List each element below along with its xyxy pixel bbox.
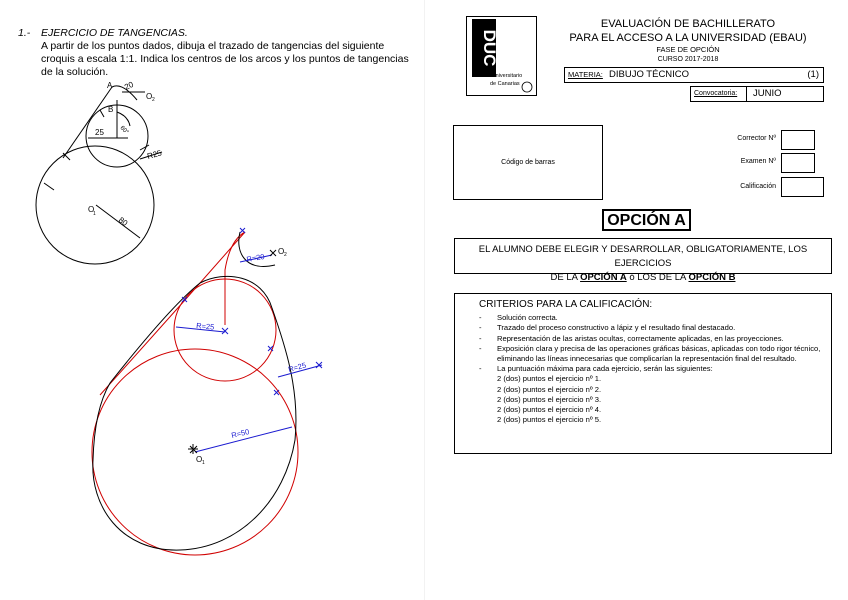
logo-mark bbox=[467, 17, 536, 95]
points-item: 2 (dos) puntos el ejercicio nº 1. bbox=[497, 374, 602, 384]
solution-center-o2 bbox=[270, 250, 276, 256]
corrector-label: Corrector Nº bbox=[737, 135, 776, 142]
criteria-item: - Solución correcta. bbox=[479, 313, 823, 323]
exercise-text: A partir de los puntos dados, dibuja el trazado de tangencias del siguiente croquis a escala 1:1. Indica los centros de los arcos y los puntos de tangencias de la solución. bbox=[41, 40, 409, 78]
notice-part-2: DE LA bbox=[550, 272, 578, 283]
duc-logo bbox=[466, 16, 537, 96]
notice-option-b: OPCIÓN B bbox=[688, 272, 736, 283]
criteria-list bbox=[479, 313, 823, 374]
notice-option-a: OPCIÓN A bbox=[580, 272, 627, 283]
label-r25b: R=25 bbox=[287, 360, 308, 374]
criteria-box bbox=[454, 293, 832, 454]
label-r20: R=20 bbox=[245, 251, 266, 264]
criteria-title: CRITERIOS PARA LA CALIFICACIÓN: bbox=[479, 299, 653, 310]
solution-final-contour bbox=[93, 276, 296, 550]
label-r25a: R=25 bbox=[195, 321, 215, 332]
sketch-dim-25-label: 25 bbox=[95, 128, 104, 137]
calificacion-label: Calificación bbox=[740, 183, 776, 190]
points-item: 2 (dos) puntos el ejercicio nº 5. bbox=[497, 415, 602, 425]
sketch-circle-o1 bbox=[36, 146, 154, 264]
calificacion-field[interactable] bbox=[781, 177, 824, 197]
barcode-box bbox=[453, 125, 603, 200]
header-curso: CURSO 2017-2018 bbox=[657, 56, 719, 63]
materia-number: (1) bbox=[807, 69, 819, 80]
solution-label-o1-sub: 1 bbox=[202, 460, 205, 466]
center-mark-5 bbox=[274, 390, 279, 395]
sketch-label-o2: O bbox=[146, 92, 153, 101]
notice-part-3: ó LOS DE LA bbox=[629, 272, 686, 283]
corrector-field[interactable] bbox=[781, 130, 815, 150]
criteria-item: - Representación de las aristas ocultas, correctamente aplicadas, en las proyecciones. bbox=[479, 334, 823, 344]
notice-line-1: EL ALUMNO DEBE ELEGIR Y DESARROLLAR, OBLIGATORIAMENTE, LOS EJERCICIOS bbox=[478, 244, 808, 269]
header-title bbox=[548, 17, 828, 45]
barcode-label: Código de barras bbox=[501, 159, 555, 166]
exercise-number: 1.- bbox=[18, 27, 31, 39]
page-divider bbox=[424, 0, 425, 600]
convocatoria-box bbox=[690, 86, 824, 102]
header-fase: FASE DE OPCIÓN bbox=[656, 45, 720, 54]
logo-text-2: de Canarias bbox=[490, 81, 520, 87]
criteria-item: - Exposición clara y precisa de las operaciones gráficas básicas, aplicadas con todo rigor técnico, eliminando las líneas innecesarias que complicarían la representación final del resultado. bbox=[479, 344, 823, 364]
sketch-dim-80-label: 80 bbox=[116, 215, 130, 228]
logo-text-1: Distrito Universitario bbox=[473, 73, 523, 79]
solution-label-o2: O bbox=[278, 247, 285, 256]
logo-mark-text: DUC bbox=[480, 29, 499, 67]
points-item: 2 (dos) puntos el ejercicio nº 2. bbox=[497, 384, 602, 394]
criteria-item: - Trazado del proceso constructivo a lápiz y el resultado final destacado. bbox=[479, 323, 823, 333]
examen-label: Examen Nº bbox=[740, 158, 776, 165]
option-title: OPCIÓN A bbox=[602, 209, 691, 231]
sketch-dim-r25-label: R25 bbox=[146, 148, 163, 161]
notice-line-2 bbox=[455, 271, 831, 285]
criteria-item: - La puntuación máxima para cada ejercicio, serán las siguientes: bbox=[479, 364, 823, 374]
points-list bbox=[479, 374, 823, 425]
points-item: 2 (dos) puntos el ejercicio nº 3. bbox=[497, 394, 602, 404]
center-mark-1 bbox=[222, 328, 228, 334]
examen-field[interactable] bbox=[781, 153, 815, 173]
sketch-angle-60 bbox=[117, 112, 130, 126]
solution-label-o2-sub: 2 bbox=[284, 252, 287, 258]
materia-box bbox=[564, 67, 824, 83]
sketch-label-b: B bbox=[108, 105, 114, 114]
solution-label-o1: O bbox=[196, 455, 203, 464]
sketch-label-o1-sub: 1 bbox=[93, 211, 96, 217]
solution-red-tangent bbox=[100, 232, 245, 395]
header-line-2: PARA EL ACCESO A LA UNIVERSIDAD (EBAU) bbox=[569, 32, 807, 44]
sketch-tangent-line bbox=[63, 87, 112, 158]
sketch-label-a: A bbox=[107, 81, 113, 90]
materia-label: MATERIA: bbox=[568, 70, 603, 79]
exercise-title: EJERCICIO DE TANGENCIAS. bbox=[41, 27, 188, 39]
convocatoria-value: JUNIO bbox=[753, 88, 782, 99]
center-mark-6 bbox=[240, 228, 245, 233]
materia-value: DIBUJO TÉCNICO bbox=[609, 69, 690, 80]
sketch-dim-60-label: 60° bbox=[118, 125, 130, 136]
header-line-1: EVALUACIÓN DE BACHILLERATO bbox=[600, 18, 776, 30]
option-notice bbox=[454, 238, 832, 283]
points-item: 2 (dos) puntos el ejercicio nº 4. bbox=[497, 405, 602, 415]
sketch-label-o2-sub: 2 bbox=[152, 97, 155, 103]
convocatoria-label: Convocatoria: bbox=[691, 87, 747, 101]
sketch-dim-20-label: 20 bbox=[123, 79, 135, 92]
sketch-label-o1: O bbox=[88, 205, 95, 214]
solution-center-o1 bbox=[188, 444, 198, 454]
label-r50: R=50 bbox=[230, 427, 251, 440]
